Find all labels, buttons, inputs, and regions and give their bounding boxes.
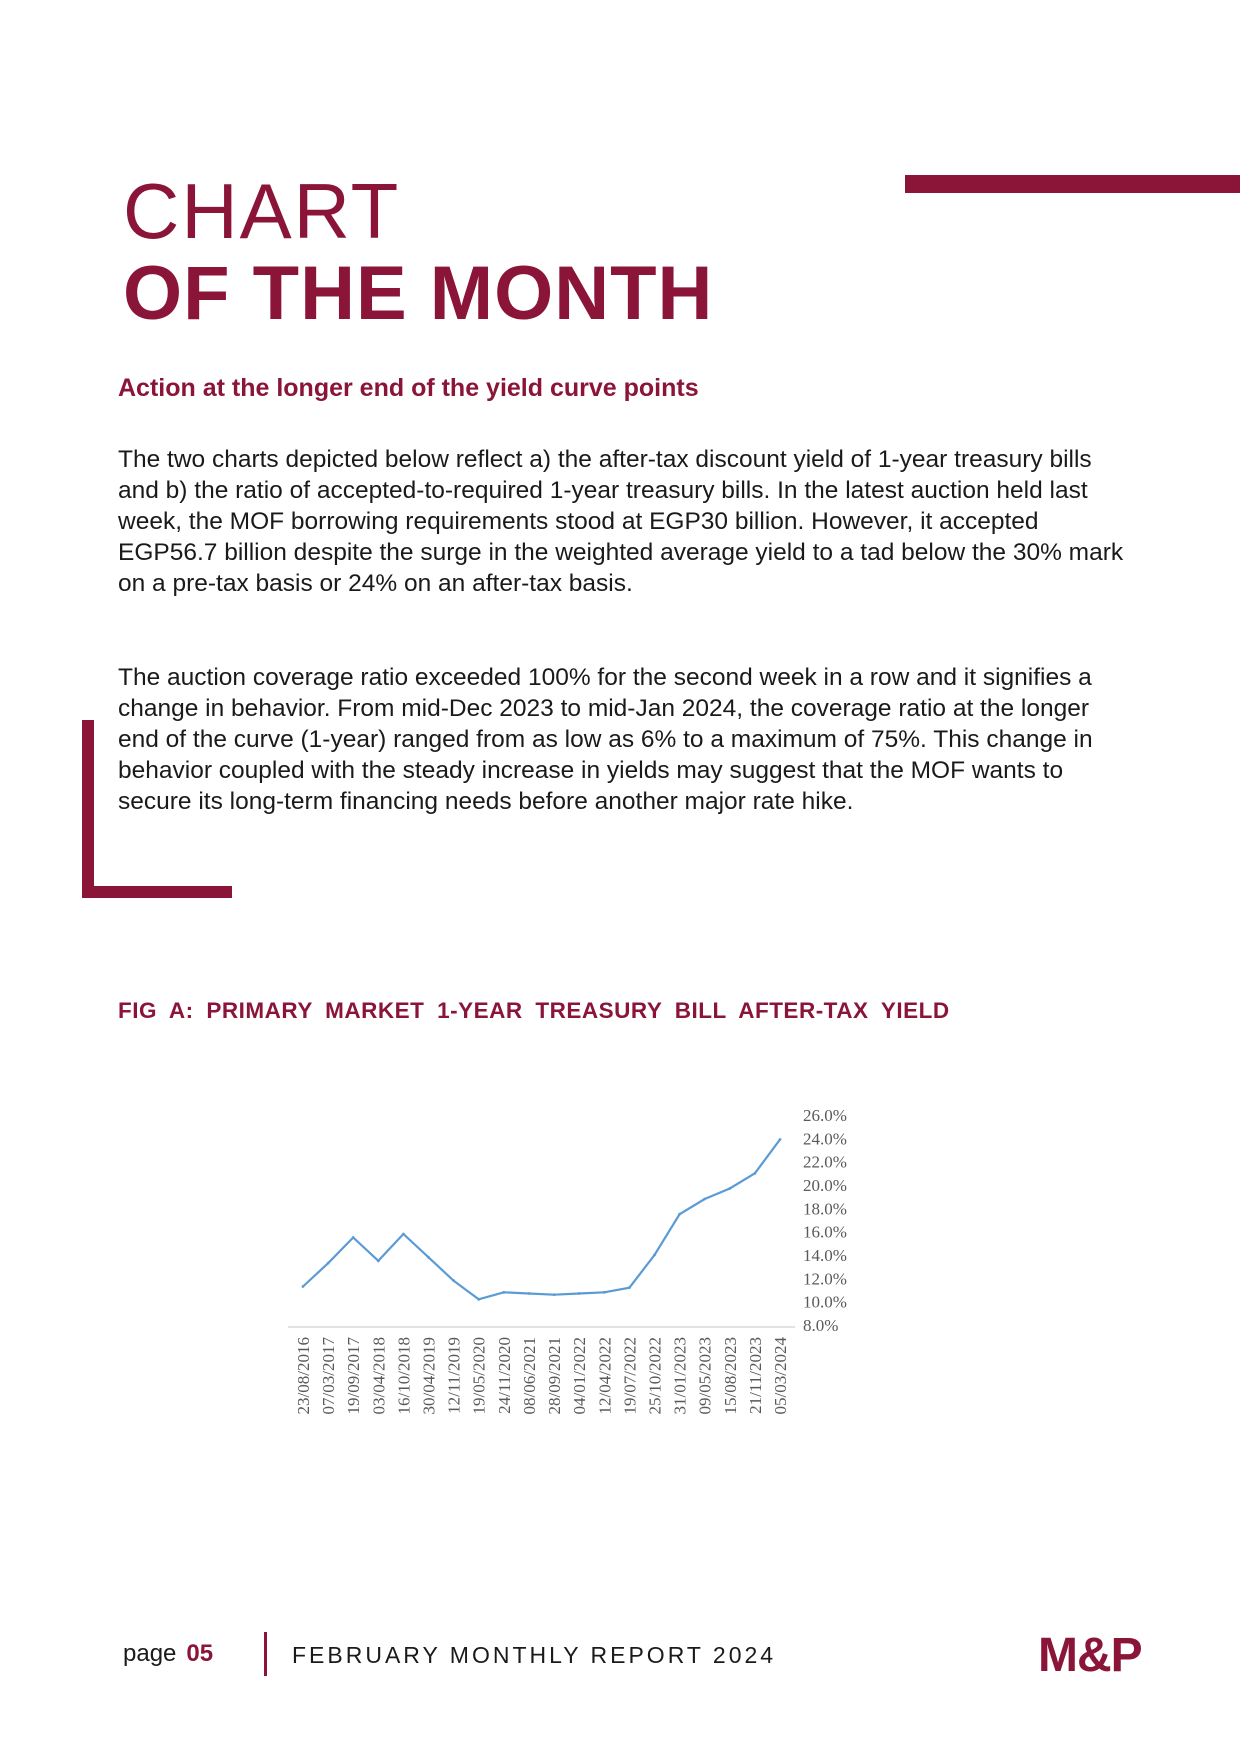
y-tick-label: 18.0% [803,1199,847,1219]
data-point [427,1256,430,1259]
data-point [302,1285,305,1288]
data-point [477,1298,480,1301]
data-point [402,1233,405,1236]
data-point [327,1262,330,1265]
x-tick-label: 19/09/2017 [344,1337,364,1415]
data-point [452,1279,455,1282]
decorative-bracket-vertical [82,720,94,898]
article-paragraph-2: The auction coverage ratio exceeded 100% for the second week in a row and it signifies a change in behavior. From mid-Dec 2023 to mid-Jan 2024, the coverage ratio at the longer end of the curve (1-year) ranged from as low as 6% to a maximum of 75%. This change in behavior coupled with the steady increase in yields may suggest that the MOF wants to secure its long-term financing needs before another major rate hike. [118,664,1093,815]
data-point [779,1138,782,1141]
figure-title: FIG A: PRIMARY MARKET 1-YEAR TREASURY BILL AFTER-TAX YIELD [118,998,950,1023]
x-tick-label: 03/04/2018 [369,1337,389,1415]
x-tick-label: 31/01/2023 [670,1337,690,1415]
y-tick-label: 12.0% [803,1269,847,1289]
article-paragraph-1: The two charts depicted below reflect a) the after-tax discount yield of 1-year treasury bills and b) the ratio of accepted-to-required 1-year treasury bills. In the latest auction held last week, the MOF borrowing requirements stood at EGP30 billion. However, it accepted EGP56.7 billion despite the surge in the weighted average yield to a tad below the 30% mark on a pre-tax basis or 24% on an after-tax basis. [118,446,1124,597]
x-tick-label: 21/11/2023 [745,1337,765,1414]
data-point [352,1236,355,1239]
x-tick-label: 28/09/2021 [545,1337,565,1415]
y-tick-label: 20.0% [803,1176,847,1195]
footer-page [123,1640,213,1668]
x-tick-label: 15/08/2023 [720,1337,740,1415]
y-tick-label: 10.0% [803,1292,847,1312]
data-point [703,1198,706,1201]
x-tick-label: 05/03/2024 [771,1337,790,1415]
x-tick-label: 04/01/2022 [570,1337,590,1415]
yield-chart-svg [270,1095,990,1475]
y-tick-label: 24.0% [803,1129,847,1149]
y-tick-label: 14.0% [803,1246,847,1265]
yield-chart [270,1095,990,1475]
decorative-bracket-horizontal [82,886,232,898]
x-tick-label: 16/10/2018 [394,1337,414,1415]
data-point [377,1259,380,1262]
footer-page-label: page [123,1640,177,1667]
data-point [502,1291,505,1294]
accent-bar [905,175,1240,193]
x-tick-label: 30/04/2019 [419,1337,439,1415]
x-tick-label: 19/07/2022 [620,1337,640,1415]
x-tick-label: 09/05/2023 [695,1337,715,1415]
x-tick-label: 25/10/2022 [645,1337,665,1415]
x-tick-label: 19/05/2020 [469,1337,489,1415]
mp-logo: M&P [1038,1629,1142,1682]
data-point [528,1292,531,1295]
data-point [653,1254,656,1257]
data-point [553,1293,556,1296]
data-point [628,1286,631,1289]
x-tick-label: 23/08/2016 [294,1337,313,1415]
x-tick-label: 07/03/2017 [319,1337,339,1415]
x-tick-label: 12/04/2022 [595,1337,615,1415]
x-tick-label: 12/11/2019 [444,1337,464,1414]
data-point [728,1187,731,1190]
data-point [753,1172,756,1175]
x-tick-label: 08/06/2021 [519,1337,539,1415]
page-title-line2: OF THE MONTH [123,251,714,336]
data-point [678,1213,681,1216]
series-line [303,1140,780,1300]
article-subheading: Action at the longer end of the yield curve points [118,374,699,402]
data-point [603,1291,606,1294]
y-tick-label: 22.0% [803,1152,847,1172]
footer-report-title: FEBRUARY MONTHLY REPORT 2024 [292,1642,777,1668]
footer-page-number: 05 [186,1640,214,1667]
data-point [578,1292,581,1295]
y-tick-label: 8.0% [803,1316,839,1335]
page-title-line1: CHART [123,167,401,255]
y-tick-label: 16.0% [803,1222,847,1242]
footer-divider [264,1632,267,1676]
x-tick-label: 24/11/2020 [494,1337,514,1414]
y-tick-label: 26.0% [803,1106,847,1125]
